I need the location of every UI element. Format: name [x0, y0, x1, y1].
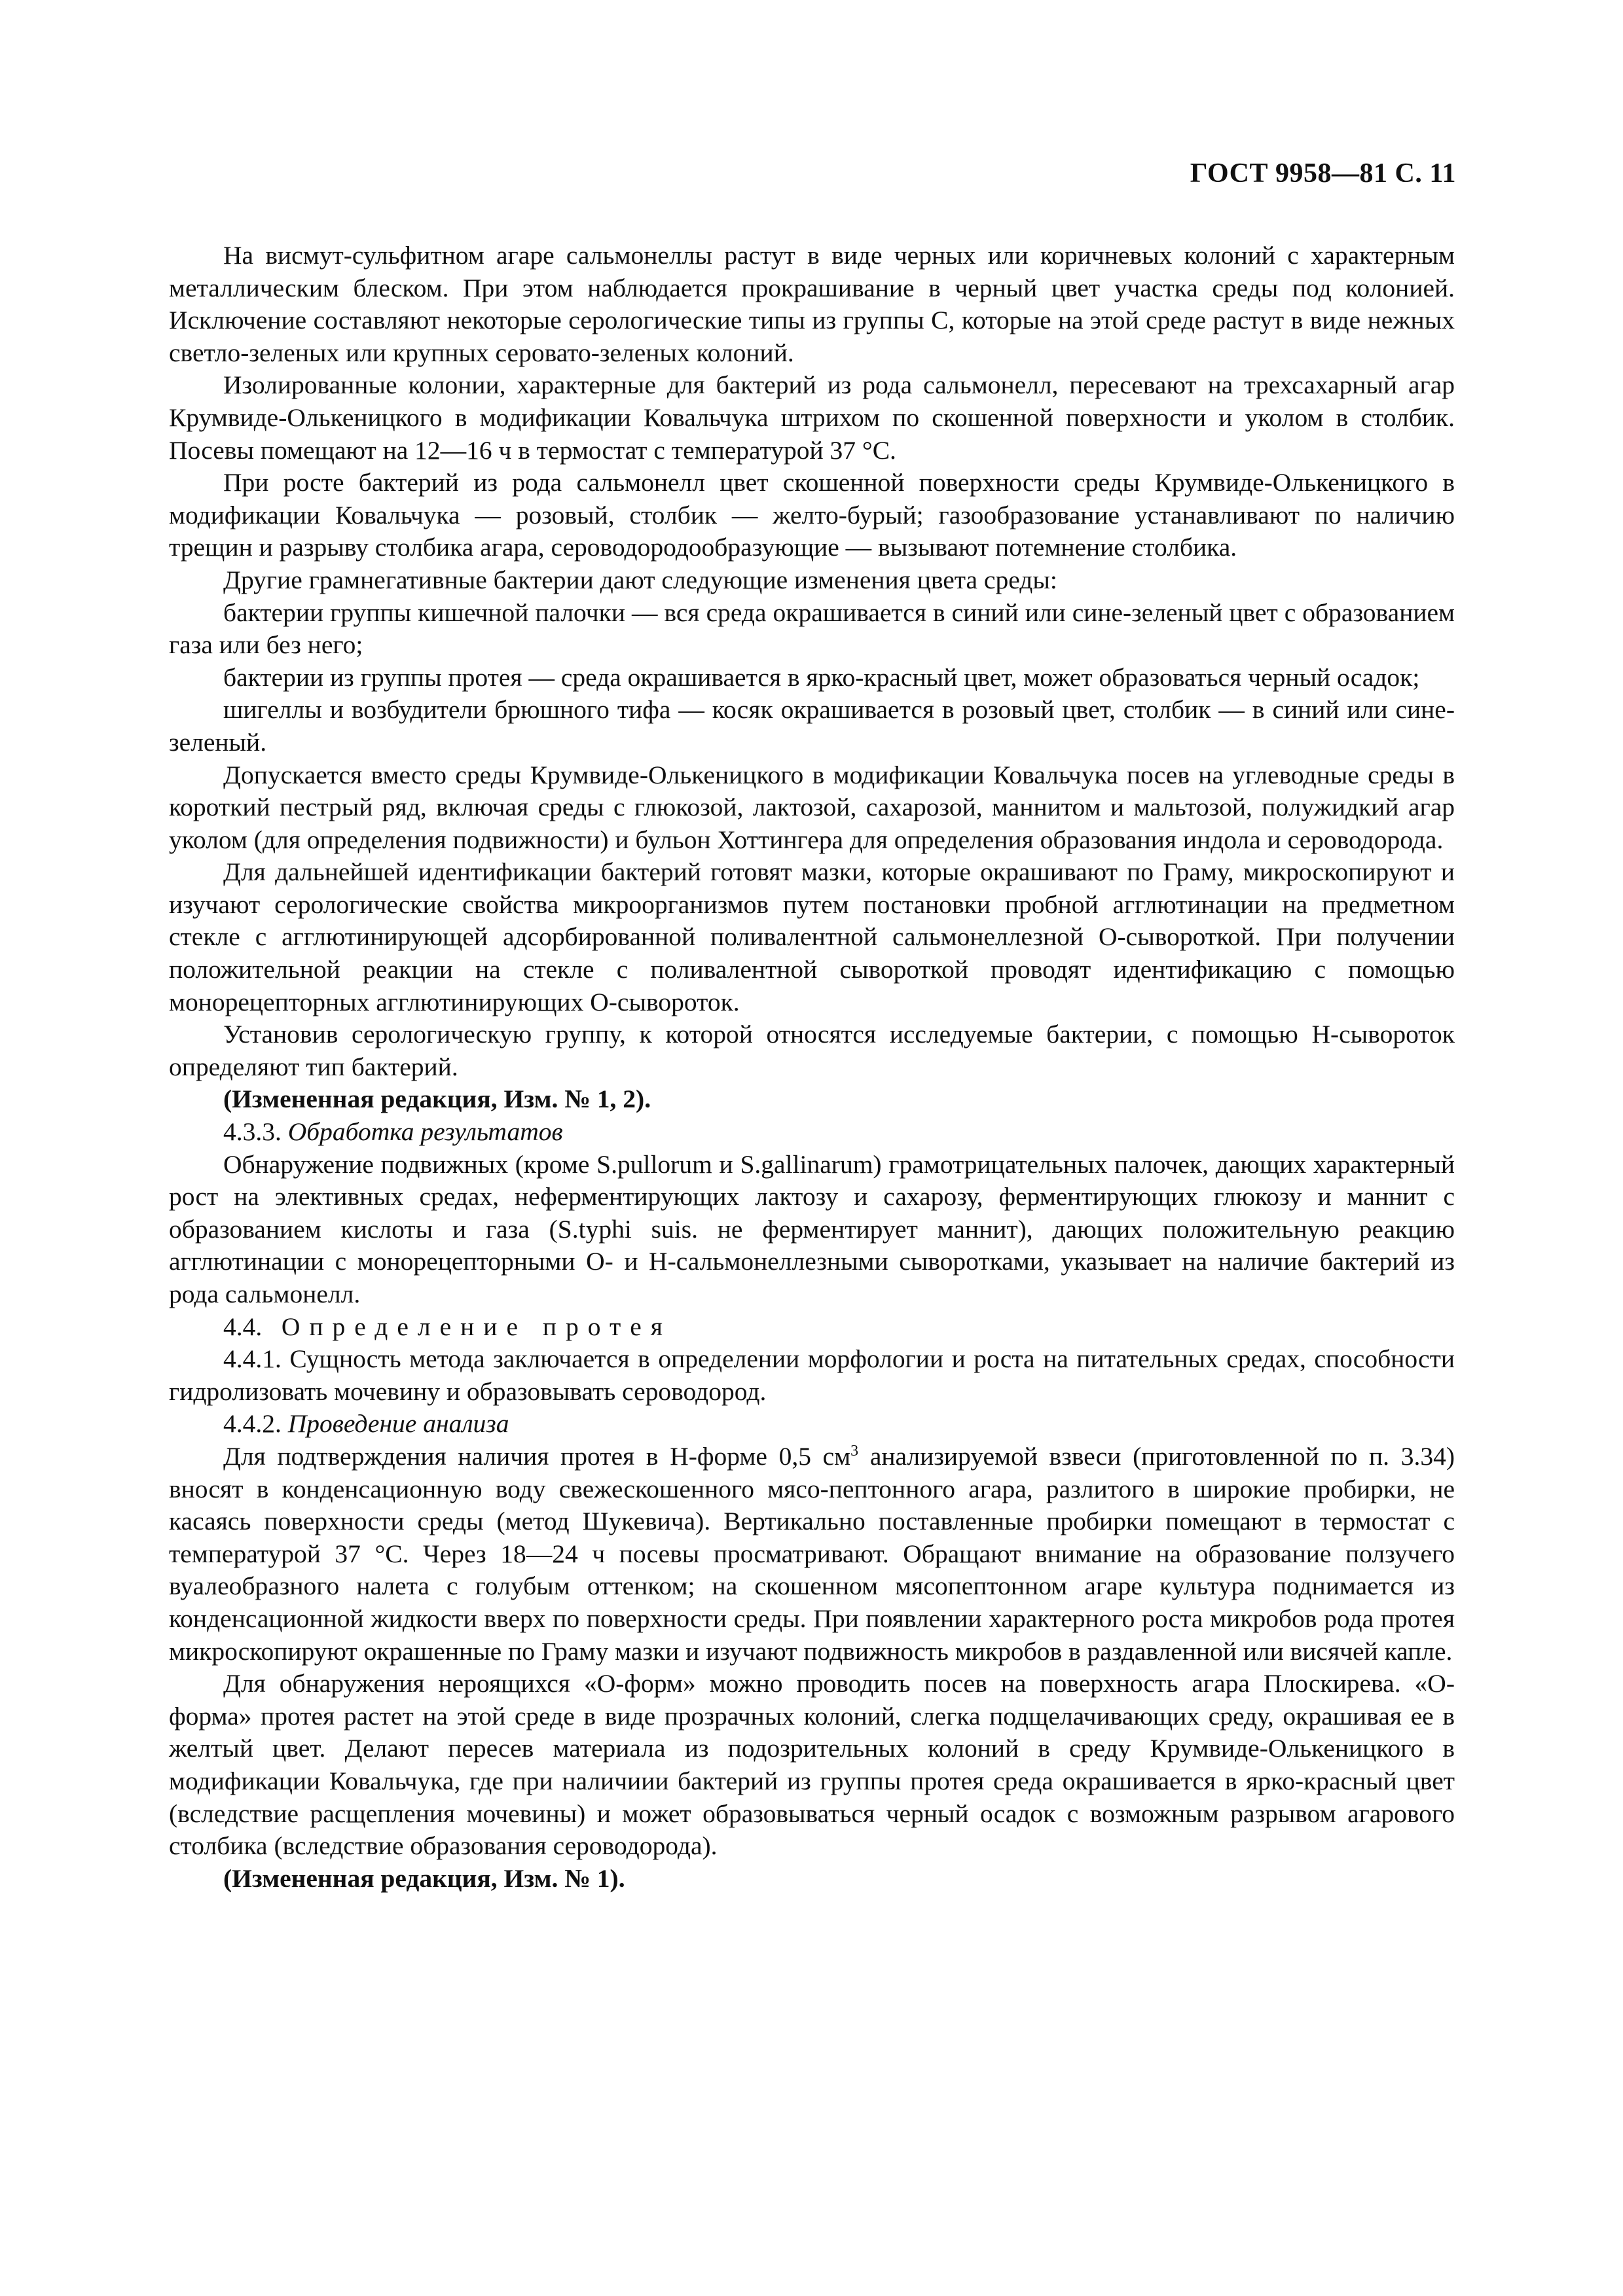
section-heading-4-4 — [169, 1311, 1455, 1344]
paragraph-text: анализируемой взвеси (приготовленной по п. 3.34) вносят в конденсационную воду свежескошенного мясо-пептонного агара, разлитого в широкие пробирки, не касаясь поверхности среды (метод Шукевича). Вертикально поставленные пробирки помещают в термостат с температурой 37 °С. Через 18—24 ч посевы просматривают. Обращают внимание на образование ползучего вуалеобразного налета с голубым оттенком; на скошенном мясопептонном агаре культура поднимается из конденсационной жидкости вверх по поверхности среды. При появлении характерного роста микробов рода протея микроскопируют окрашенные по Граму мазки и изучают подвижность микробов в раздавленной или висячей капле. — [169, 1441, 1455, 1666]
superscript: 3 — [850, 1442, 859, 1460]
paragraph: Для дальнейшей идентификации бактерий готовят мазки, которые окрашивают по Граму, микроскопируют и изучают серологические свойства микроорганизмов путем постановки пробной агглютинации на предметном стекле с агглютинирующей адсорбированной поливалентной сальмонеллезной О-сывороткой. При получении положительной реакции на стекле с поливалентной сывороткой проводят идентификацию с помощью монорецепторных агглютинирующих О-сывороток. — [169, 857, 1455, 1016]
paragraph: При росте бактерий из рода сальмонелл цвет скошенной поверхности среды Крумвиде-Олькеницкого в модификации Ковальчука — розовый, столбик — желто-бурый; газообразование устанавливают по наличию трещин и разрыву столбика агара, сероводородообразующие — вызывают потемнение столбика. — [169, 468, 1455, 562]
section-title: Проведение анализа — [287, 1409, 509, 1439]
document-body — [169, 240, 1455, 1895]
section-number: 4.4. — [223, 1312, 263, 1341]
amendment-note: (Измененная редакция, Изм. № 1, 2). — [223, 1085, 651, 1114]
amendment-note: (Измененная редакция, Изм. № 1). — [223, 1863, 625, 1893]
paragraph-text: Для подтверждения наличия протея в Н-форме 0,5 см — [223, 1441, 851, 1471]
paragraph: бактерии из группы протея — среда окрашивается в ярко-красный цвет, может образоваться черный осадок; — [223, 662, 1420, 692]
paragraph: Другие грамнегативные бактерии дают следующие изменения цвета среды: — [223, 565, 1057, 594]
page-header: ГОСТ 9958—81 С. 11 — [1190, 158, 1456, 188]
paragraph: Обнаружение подвижных (кроме S.pullorum и S.gallinarum) грамотрицательных палочек, дающих характерный рост на элективных средах, неферментирующих лактозу и сахарозу, ферментирующих глюкозу и маннит с образованием кислоты и газа (S.typhi suis. не ферментирует маннит), дающих положительную реакцию агглютинации с монорецепторными О- и Н-сальмонеллезными сыворотками, указывает на наличие бактерий из рода сальмонелл. — [169, 1149, 1455, 1308]
paragraph: 4.4.1. Сущность метода заключается в определении морфологии и роста на питательных средах, способности гидролизовать мочевину и образовывать сероводород. — [169, 1344, 1455, 1406]
paragraph: На висмут-сульфитном агаре сальмонеллы растут в виде черных или коричневых колоний с характерным металлическим блеском. При этом наблюдается прокрашивание в черный цвет участка среды под колонией. Исключение составляют некоторые серологические типы из группы С, которые на этой среде растут в виде нежных светло-зеленых или крупных серовато-зеленых колоний. — [169, 241, 1455, 367]
section-number: 4.3.3. — [223, 1117, 282, 1147]
paragraph: Изолированные колонии, характерные для бактерий из рода сальмонелл, пересевают на трехсахарный агар Крумвиде-Олькеницкого в модификации Ковальчука штрихом по скошенной поверхности и уколом в столбик. Посевы помещают на 12—16 ч в термостат с температурой 37 °С. — [169, 370, 1455, 465]
section-number: 4.4.2. — [223, 1409, 282, 1439]
paragraph — [169, 1441, 1455, 1668]
paragraph: Для обнаружения нероящихся «О-форм» можно проводить посев на поверхность агара Плоскирева. «О-форма» протея растет на этой среде в виде прозрачных колоний, слегка подщелачивающих среду, окрашивая ее в желтый цвет. Делают пересев материала из подозрительных колоний в среду Крумвиде-Олькеницкого в модификации Ковальчука, где при наличиии бактерий из группы протея среда окрашивается в ярко-красный цвет (вследствие расщепления мочевины) и может образовываться черный осадок с возможным разрывом агарового столбика (вследствие образования сероводорода). — [169, 1669, 1455, 1861]
paragraph: Допускается вместо среды Крумвиде-Олькеницкого в модификации Ковальчука посев на углеводные среды в короткий пестрый ряд, включая среды с глюкозой, лактозой, сахарозой, маннитом и мальтозой, полужидкий агар уколом (для определения подвижности) и бульон Хоттингера для определения образования индола и сероводорода. — [169, 760, 1455, 854]
paragraph: Установив серологическую группу, к которой относятся исследуемые бактерии, с помощью Н-сывороток определяют тип бактерий. — [169, 1020, 1455, 1081]
section-heading-4-4-2 — [169, 1408, 1455, 1441]
section-title: Определение протея — [281, 1312, 672, 1341]
section-title: Обработка результатов — [287, 1117, 563, 1147]
paragraph: бактерии группы кишечной палочки — вся среда окрашивается в синий или сине-зеленый цвет с образованием газа или без него; — [169, 598, 1455, 660]
section-heading-4-3-3 — [169, 1116, 1455, 1149]
paragraph: шигеллы и возбудители брюшного тифа — косяк окрашивается в розовый цвет, столбик — в синий или сине-зеленый. — [169, 695, 1455, 757]
